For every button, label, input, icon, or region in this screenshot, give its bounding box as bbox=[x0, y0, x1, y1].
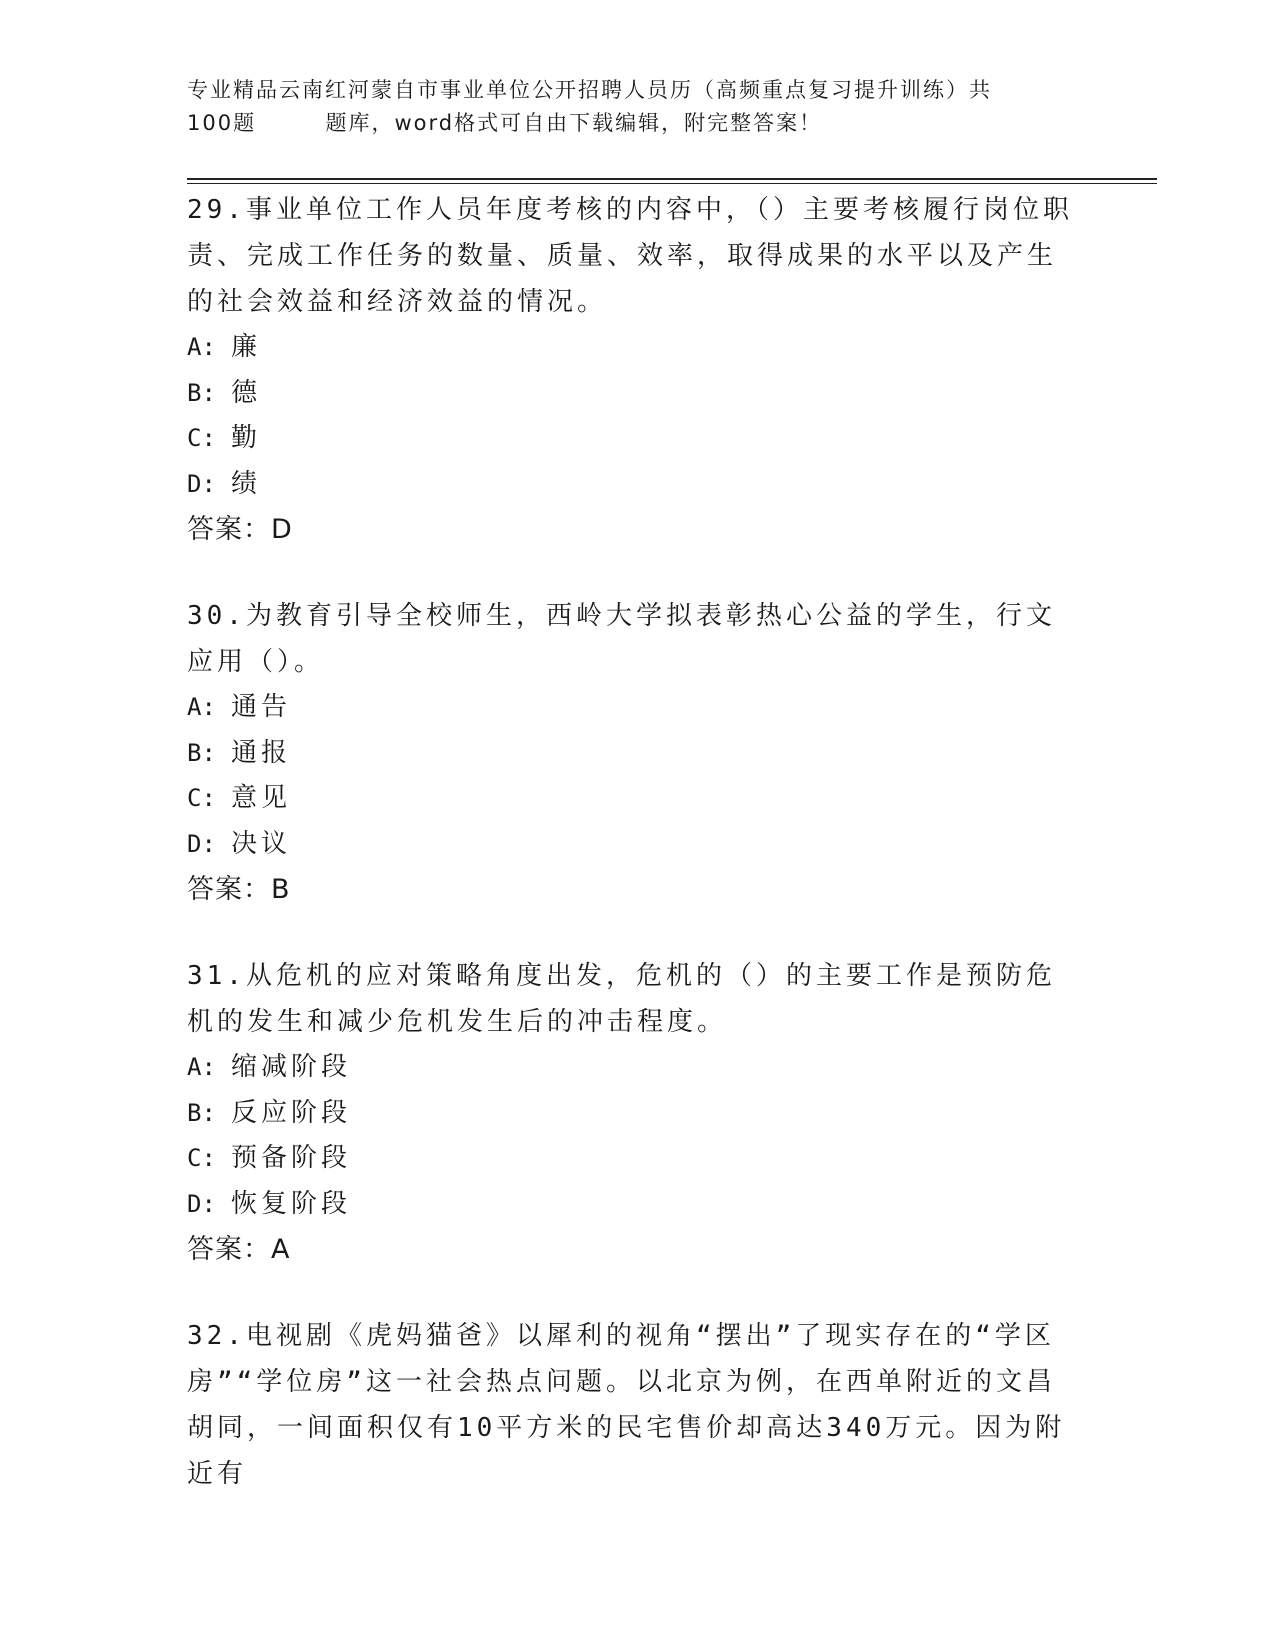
question-31 bbox=[187, 953, 1077, 1272]
question-stem: 30.为教育引导全校师生，西岭大学拟表彰热心公益的学生，行文应用（）。 bbox=[187, 601, 1056, 677]
answer-line: 答案：B bbox=[187, 874, 291, 905]
option-d bbox=[187, 462, 1077, 508]
header-title-line2: 100题 题库，word格式可自由下载编辑，附完整答案！ bbox=[187, 111, 823, 135]
option-b bbox=[187, 371, 1077, 417]
option-text: 绩 bbox=[231, 468, 262, 499]
question-30 bbox=[187, 593, 1077, 912]
option-d bbox=[187, 1182, 1077, 1228]
option-text: 廉 bbox=[231, 332, 262, 362]
option-label: A: bbox=[187, 693, 216, 721]
page-header bbox=[187, 74, 1087, 140]
option-label: C: bbox=[187, 424, 216, 452]
answer-line: 答案：D bbox=[187, 514, 293, 545]
option-label: C: bbox=[187, 1144, 216, 1172]
question-list bbox=[187, 187, 1077, 1497]
option-label: D: bbox=[187, 469, 216, 498]
option-label: B: bbox=[187, 378, 216, 407]
option-b bbox=[187, 1091, 1077, 1137]
option-text: 预备阶段 bbox=[231, 1143, 352, 1173]
option-label: C: bbox=[187, 784, 216, 812]
option-text: 通报 bbox=[231, 737, 292, 768]
option-text: 勤 bbox=[231, 423, 262, 453]
option-a bbox=[187, 1045, 1077, 1091]
option-label: A: bbox=[187, 1053, 216, 1081]
option-text: 恢复阶段 bbox=[231, 1188, 352, 1219]
option-text: 决议 bbox=[231, 828, 292, 859]
option-label: D: bbox=[187, 829, 216, 858]
option-a bbox=[187, 325, 1077, 371]
option-a bbox=[187, 685, 1077, 731]
option-text: 缩减阶段 bbox=[231, 1052, 352, 1082]
option-c bbox=[187, 776, 1077, 822]
question-32 bbox=[187, 1313, 1077, 1497]
option-d bbox=[187, 822, 1077, 868]
option-label: D: bbox=[187, 1189, 216, 1218]
option-c bbox=[187, 1136, 1077, 1182]
header-divider-thick bbox=[187, 178, 1157, 180]
question-spacer bbox=[187, 912, 1077, 953]
question-spacer bbox=[187, 552, 1077, 593]
question-stem: 29.事业单位工作人员年度考核的内容中，（）主要考核履行岗位职责、完成工作任务的数量、质量、效率，取得成果的水平以及产生的社会效益和经济效益的情况。 bbox=[187, 195, 1073, 317]
option-label: A: bbox=[187, 333, 216, 361]
option-text: 通告 bbox=[231, 692, 292, 722]
question-spacer bbox=[187, 1272, 1077, 1313]
option-text: 意见 bbox=[231, 783, 292, 813]
answer-line: 答案：A bbox=[187, 1234, 291, 1265]
question-stem: 32.电视剧《虎妈猫爸》以犀利的视角“摆出”了现实存在的“学区房”“学位房”这一社会热点问题。以北京为例，在西单附近的文昌胡同，一间面积仅有10平方米的民宅售价却高达340万元。因为附近有 bbox=[187, 1321, 1066, 1489]
option-label: B: bbox=[187, 1098, 216, 1127]
option-label: B: bbox=[187, 738, 216, 767]
option-c bbox=[187, 416, 1077, 462]
option-b bbox=[187, 731, 1077, 777]
option-text: 反应阶段 bbox=[231, 1097, 352, 1128]
header-divider-thin bbox=[187, 183, 1157, 184]
question-stem: 31.从危机的应对策略角度出发，危机的（）的主要工作是预防危机的发生和减少危机发生后的冲击程度。 bbox=[187, 961, 1056, 1037]
question-29 bbox=[187, 187, 1077, 552]
option-text: 德 bbox=[231, 377, 262, 408]
header-title-line1: 专业精品云南红河蒙自市事业单位公开招聘人员历（高频重点复习提升训练）共 bbox=[187, 78, 992, 102]
